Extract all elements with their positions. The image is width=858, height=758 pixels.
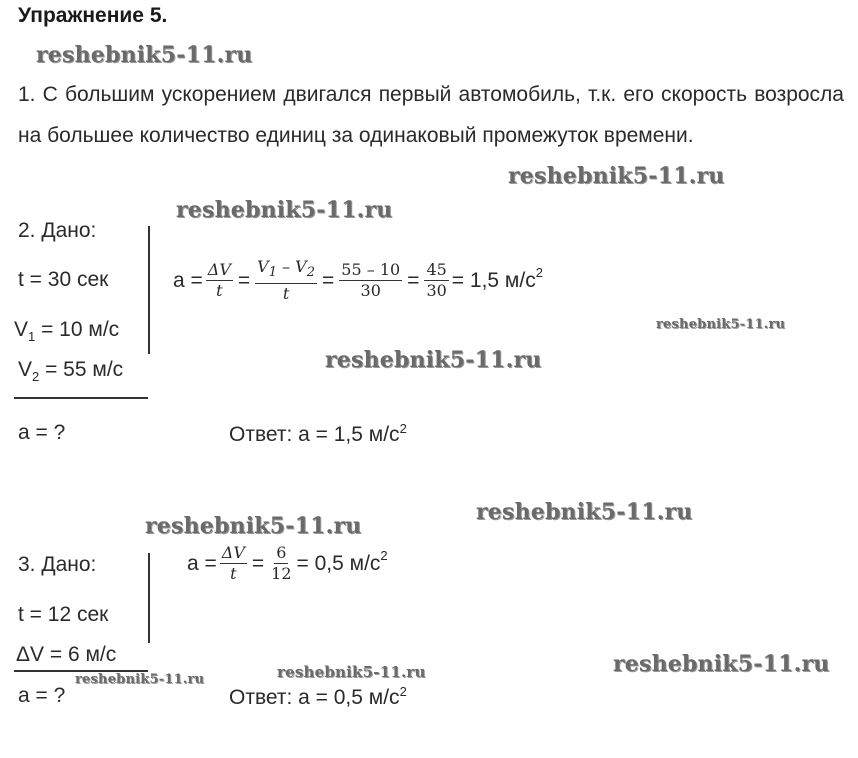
fraction-numerator: ΔV: [221, 543, 245, 562]
watermark: reshebnik5-11.ru: [508, 163, 725, 189]
v1-letter: V: [14, 318, 29, 341]
fraction-denominator: t: [282, 284, 290, 304]
fraction-denominator: t: [230, 564, 237, 583]
answer-text: Ответ: a = 0,5 м/с: [229, 686, 400, 709]
fraction-dv-t: [220, 543, 247, 584]
fraction-denominator: 12: [271, 564, 292, 583]
fraction-6-12: [269, 543, 293, 584]
result-exponent: 2: [380, 548, 388, 563]
result-exponent: 2: [535, 265, 543, 281]
v1-subscript: 1: [268, 265, 277, 281]
equals-sign: =: [407, 268, 420, 292]
watermark: reshebnik5-11.ru: [613, 651, 830, 677]
watermark: reshebnik5-11.ru: [36, 42, 253, 68]
v2-subscript: 2: [306, 265, 316, 281]
equals-sign: =: [251, 551, 265, 575]
task3-given-dv: ΔV = 6 м/с: [16, 643, 117, 666]
fraction-numerator: ΔV: [207, 260, 231, 280]
task3-given-label: 3. Дано:: [18, 553, 97, 576]
v2-letter: V: [295, 257, 307, 276]
v2-value: = 55 м/с: [39, 358, 124, 381]
fraction-numerator: 6: [276, 543, 287, 562]
task2-given-t: t = 30 сек: [18, 268, 109, 291]
task3-answer: [229, 684, 407, 710]
watermark: reshebnik5-11.ru: [656, 317, 786, 332]
formula-result: = 1,5 м/с: [451, 268, 536, 292]
task2-formula: [173, 257, 543, 304]
equals-sign: =: [237, 268, 251, 292]
minus-sign: –: [277, 257, 296, 276]
fraction-v1-v2-t: [255, 257, 317, 304]
task3-formula: [187, 543, 388, 584]
task2-given-v2: [18, 358, 123, 384]
fraction-45-30: [424, 260, 448, 301]
fraction-55-10-30: [339, 260, 402, 301]
fraction-numerator: 55 – 10: [341, 260, 401, 280]
answer-text: Ответ: a = 1,5 м/с: [229, 423, 400, 446]
task2-given-label: 2. Дано:: [18, 219, 97, 242]
fraction-denominator: 30: [360, 281, 381, 301]
task3-unknown: a = ?: [18, 684, 66, 707]
given-divider-horizontal: [14, 670, 148, 672]
given-divider-vertical: [148, 226, 150, 354]
v1-value: = 10 м/с: [35, 318, 120, 341]
task2-given-v1: [14, 318, 119, 344]
exercise-title: Упражнение 5.: [18, 4, 168, 27]
v1-subscript: 1: [28, 329, 36, 345]
given-divider-horizontal: [14, 397, 148, 399]
v2-letter: V: [18, 358, 33, 381]
watermark: reshebnik5-11.ru: [176, 197, 393, 223]
given-divider-vertical: [148, 553, 150, 643]
equals-sign: =: [322, 268, 335, 292]
fraction-denominator: t: [216, 281, 223, 301]
watermark: reshebnik5-11.ru: [145, 513, 362, 539]
watermark: reshebnik5-11.ru: [75, 672, 205, 687]
watermark: reshebnik5-11.ru: [325, 347, 542, 373]
watermark: reshebnik5-11.ru: [476, 499, 693, 525]
watermark: reshebnik5-11.ru: [277, 663, 426, 681]
answer-exponent: 2: [399, 421, 407, 436]
fraction-dv-t: [206, 260, 233, 301]
formula-result: = 0,5 м/с: [296, 551, 381, 575]
formula-lhs: a =: [187, 551, 217, 575]
v2-subscript: 2: [32, 369, 40, 385]
task3-given-t: t = 12 сек: [18, 603, 109, 626]
task1-text: 1. С большим ускорением двигался первый автомобиль, т.к. его скорость возросла на большее количество единиц за одинаковый промежуток времени.: [18, 83, 844, 147]
fraction-denominator: 30: [426, 281, 447, 301]
formula-lhs: a =: [173, 268, 203, 292]
task2-unknown: a = ?: [18, 421, 66, 444]
v1-letter: V: [257, 257, 269, 276]
fraction-numerator: 45: [426, 260, 447, 280]
fraction-numerator: [255, 257, 317, 284]
task2-answer: [229, 421, 407, 447]
answer-exponent: 2: [399, 684, 407, 699]
